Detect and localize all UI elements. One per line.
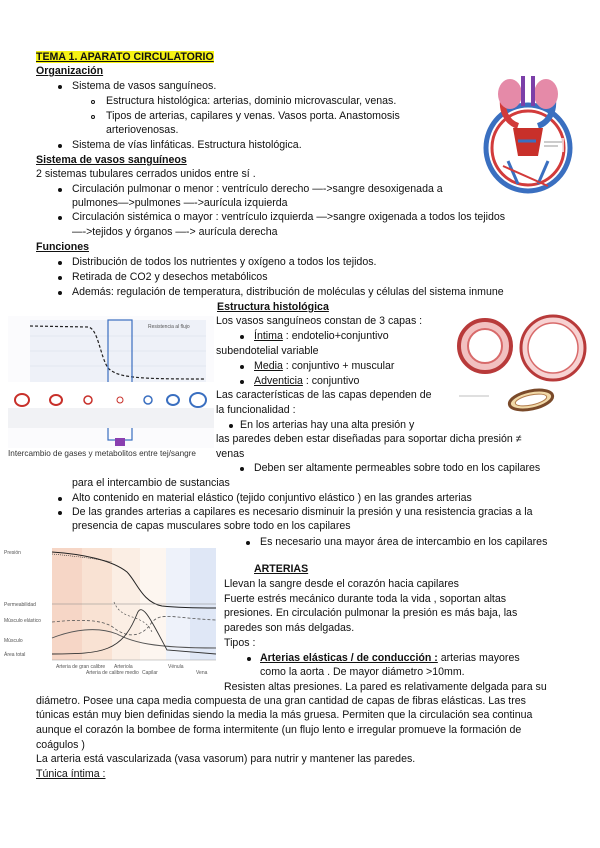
funcion-1: Distribución de todos los nutrientes y oxígeno a todos los tejidos. bbox=[72, 256, 377, 268]
funcion-3: Además: regulación de temperatura, distribución de moléculas y células del sistema inmune bbox=[72, 286, 504, 298]
arterias-par-5: La arteria está vascularizada (vasa vasorum) para nutrir y mantener las paredes. bbox=[36, 753, 416, 765]
arterias-par-4: coágulos ) bbox=[36, 739, 85, 751]
circ-pulmonar-a: Circulación pulmonar o menor : ventrículo derecho —->sangre desoxigenada a bbox=[72, 183, 443, 195]
arterias-par-2: túnicas están muy bien definidas siendo la media la más gruesa. Permiten que la circulación sea continua bbox=[36, 709, 533, 721]
fig3-x-2: Arteriola bbox=[114, 664, 133, 670]
org-sub-2b: arteriovenosas. bbox=[106, 124, 179, 136]
fig3-label-musculo: Músculo bbox=[4, 638, 23, 644]
capa-adventicia: Adventicia : conjuntivo bbox=[254, 375, 360, 387]
caracteristicas-1: Las características de las capas dependen de bbox=[216, 389, 432, 401]
car-bullet-3: Alto contenido en material elástico (tejido conjuntivo elástico ) en las grandes arterias bbox=[72, 492, 472, 504]
arterias-tipos: Tipos : bbox=[224, 637, 256, 649]
circulation-diagram bbox=[478, 66, 574, 196]
page-title: TEMA 1. APARATO CIRCULATORIO bbox=[36, 51, 214, 63]
car-bullet-5: Es necesario una mayor área de intercambio en los capilares bbox=[260, 536, 548, 548]
funcion-2: Retirada de CO2 y desechos metabólicos bbox=[72, 271, 268, 283]
fig3-label-permeabilidad: Permeabilidad bbox=[4, 602, 36, 608]
org-sub-1: Estructura histológica: arterias, dominio microvascular, venas. bbox=[106, 95, 397, 107]
car-bullet-4b: presencia de capas musculares sobre todo en los capilares bbox=[72, 520, 351, 532]
tunica-intima-heading: Túnica íntima : bbox=[36, 768, 106, 780]
funciones-heading: Funciones bbox=[36, 241, 89, 253]
arterias-line-3: presiones. En circulación pulmonar la presión es más baja, las bbox=[224, 607, 518, 619]
circ-pulmonar-b: pulmones—>pulmones —->aurícula izquierda bbox=[72, 197, 288, 209]
org-sub-2a: Tipos de arterias, capilares y venas. Vasos porta. Anastomosis bbox=[106, 110, 400, 122]
car-bullet-1b: las paredes deben estar diseñadas para soportar dicha presión ≠ bbox=[216, 433, 522, 445]
arterias-elasticas-c: Resisten altas presiones. La pared es relativamente delgada para su bbox=[224, 681, 547, 693]
fig3-label-area: Área total bbox=[4, 652, 26, 658]
car-bullet-2b: para el intercambio de sustancias bbox=[72, 477, 230, 489]
arterias-heading: ARTERIAS bbox=[254, 563, 309, 575]
vessel-cross-sections bbox=[455, 312, 591, 414]
sistema-heading: Sistema de vasos sanguíneos bbox=[36, 154, 187, 166]
sistema-intro: 2 sistemas tubulares cerrados unidos entre sí . bbox=[36, 168, 256, 180]
vessel-properties-chart bbox=[2, 542, 218, 680]
arterias-par-3: aunque el corazón la bombee de forma intermitente (un flujo lento e irregular promueve la formación de bbox=[36, 724, 522, 736]
caracteristicas-2: la funcionalidad : bbox=[216, 404, 296, 416]
capa-media: Media : conjuntivo + muscular bbox=[254, 360, 395, 372]
fig3-x-4: Vénula bbox=[168, 664, 184, 670]
car-bullet-2a: Deben ser altamente permeables sobre todo en los capilares bbox=[254, 462, 541, 474]
fig3-label-musculo-elastico: Músculo elástico bbox=[4, 618, 41, 624]
fig3-x-1: Arteria de calibre medio bbox=[86, 670, 139, 676]
capa-intima: Íntima : endotelio+conjuntivo bbox=[254, 330, 389, 342]
arterias-par-1: diámetro. Posee una capa media compuesta de una gran cantidad de capas de fibras elásticas. Las tres bbox=[36, 695, 526, 707]
org-bullet-1: Sistema de vasos sanguíneos. bbox=[72, 80, 217, 92]
fig3-label-presion: Presión bbox=[4, 550, 21, 556]
resistance-legend: Resistencia al flujo bbox=[148, 324, 190, 330]
capa-intima-b: subendotelial variable bbox=[216, 345, 319, 357]
estructura-intro: Los vasos sanguíneos constan de 3 capas : bbox=[216, 315, 423, 327]
arterias-line-1: Llevan la sangre desde el corazón hacia capilares bbox=[224, 578, 459, 590]
car-bullet-1c: venas bbox=[216, 448, 245, 460]
org-bullet-2: Sistema de vías linfáticas. Estructura histológica. bbox=[72, 139, 302, 151]
organizacion-heading: Organización bbox=[36, 65, 104, 77]
arterias-elasticas: Arterias elásticas / de conducción : arterias mayores bbox=[260, 652, 520, 664]
arterias-elasticas-b: como la aorta . De mayor diámetro >10mm. bbox=[260, 666, 465, 678]
figure1-caption: Intercambio de gases y metabolitos entre tej/sangre bbox=[8, 449, 196, 458]
fig3-x-3: Capilar bbox=[142, 670, 158, 676]
car-bullet-1a: En los arterias hay una alta presión y bbox=[240, 419, 415, 431]
arterias-line-2: Fuerte estrés mecánico durante toda la vida , soportan altas bbox=[224, 593, 507, 605]
estructura-heading: Estructura histológica bbox=[217, 301, 329, 313]
fig3-x-5: Vena bbox=[196, 670, 208, 676]
fig3-x-0: Arteria de gran calibre bbox=[56, 664, 106, 670]
resistance-chart bbox=[8, 316, 214, 448]
circ-sistemica-b: —->tejidos y órganos —-> aurícula derecha bbox=[72, 226, 278, 238]
car-bullet-4a: De las grandes arterias a capilares es necesario disminuir la presión y una resistencia gracias a la bbox=[72, 506, 533, 518]
arterias-line-4: paredes son más delgadas. bbox=[224, 622, 355, 634]
circ-sistemica-a: Circulación sistémica o mayor : ventrículo izquierda —>sangre oxigenada a todos los tejidos bbox=[72, 211, 506, 223]
